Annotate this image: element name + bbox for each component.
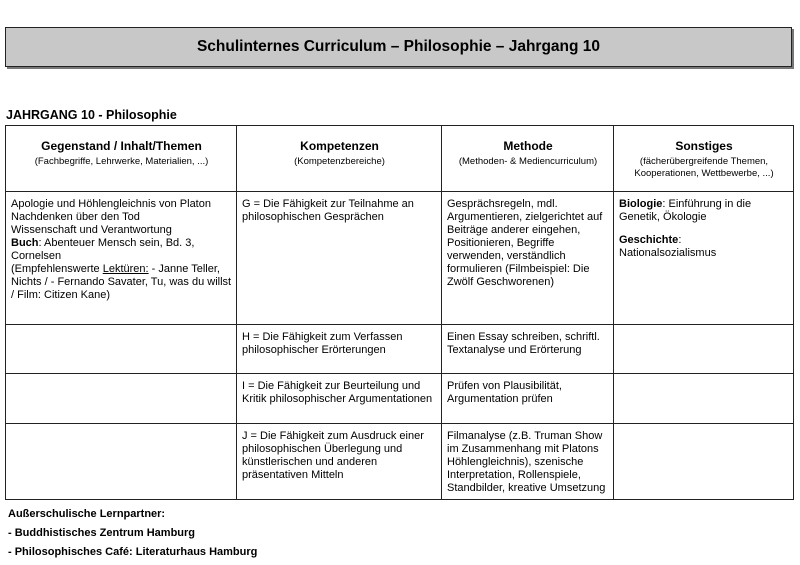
cell-methode: Gesprächsregeln, mdl. Argumentieren, zielgerichtet auf Beiträge anderer eingehen, Positionieren, Begriffe verwenden, verständlich formulieren (Filmbeispiel: Die Zwölf Geschworenen) bbox=[442, 192, 614, 325]
header-title: Gegenstand / Inhalt/Themen bbox=[41, 139, 202, 153]
reading-line bbox=[11, 263, 232, 302]
cell-sonstiges-empty bbox=[614, 374, 794, 424]
document-title bbox=[5, 27, 792, 67]
header-subtitle: (Methoden- & Mediencurriculum) bbox=[458, 156, 598, 167]
book-label: Buch bbox=[11, 237, 39, 249]
biology-text: : Einführung in die Genetik, Ökologie bbox=[619, 198, 752, 223]
header-methode bbox=[442, 126, 614, 192]
book-text: : Abenteuer Mensch sein, Bd. 3, Cornelsen bbox=[11, 237, 195, 262]
cell-gegenstand-empty bbox=[6, 374, 237, 424]
header-gegenstand bbox=[6, 126, 237, 192]
header-title: Methode bbox=[503, 139, 553, 153]
cell-methode: Einen Essay schreiben, schriftl. Textanalyse und Erörterung bbox=[442, 325, 614, 374]
cell-sonstiges-empty bbox=[614, 325, 794, 374]
topic-line: Wissenschaft und Verantwortung bbox=[11, 224, 172, 236]
cell-kompetenz: G = Die Fähigkeit zur Teilnahme an philosophischen Gesprächen bbox=[237, 192, 442, 325]
reading-prefix: (Empfehlenswerte bbox=[11, 263, 103, 275]
topic-line: Nachdenken über den Tod bbox=[11, 211, 140, 223]
curriculum-table bbox=[5, 125, 794, 500]
biology-label: Biologie bbox=[619, 198, 663, 210]
history-line bbox=[619, 234, 789, 247]
reading-text: - Janne Teller, Nichts / - Fernando Savater, Tu, was du willst / Film: Citizen Kane) bbox=[11, 263, 232, 301]
cell-methode: Filmanalyse (z.B. Truman Show im Zusammenhang mit Platons Höhlengleichnis), szenische Interpretation, Rollenspiele, Standbilder, kreative Umsetzung bbox=[442, 424, 614, 500]
biology-line bbox=[619, 198, 789, 224]
header-title: Sonstiges bbox=[675, 139, 733, 153]
history-text: Nationalsozialismus bbox=[619, 247, 717, 259]
cell-sonstiges-empty bbox=[614, 424, 794, 500]
cell-gegenstand-empty bbox=[6, 424, 237, 500]
history-colon: : bbox=[678, 234, 682, 246]
cell-kompetenz: I = Die Fähigkeit zur Beurteilung und Kritik philosophischer Argumentationen bbox=[237, 374, 442, 424]
cell-kompetenz: J = Die Fähigkeit zum Ausdruck einer philosophischen Überlegung und künstlerischen und anderen präsentativen Mitteln bbox=[237, 424, 442, 500]
cell-gegenstand-empty bbox=[6, 325, 237, 374]
topic-line: Apologie und Höhlengleichnis von Platon bbox=[11, 198, 211, 210]
reading-label: Lektüren: bbox=[102, 263, 149, 275]
document-title-text: Schulinternes Curriculum – Philosophie – Jahrgang 10 bbox=[196, 38, 601, 55]
header-subtitle: (fächerübergreifende Themen, Kooperationen, Wettbewerbe, ...) bbox=[634, 156, 774, 179]
header-title: Kompetenzen bbox=[300, 139, 379, 153]
cell-sonstiges bbox=[614, 192, 794, 325]
section-heading: JAHRGANG 10 - Philosophie bbox=[6, 108, 177, 122]
header-subtitle: (Kompetenzbereiche) bbox=[294, 156, 385, 167]
partner-item: - Philosophisches Café: Literaturhaus Hamburg bbox=[8, 546, 258, 558]
book-line bbox=[11, 237, 232, 263]
table-row bbox=[6, 192, 794, 325]
partner-item: - Buddhistisches Zentrum Hamburg bbox=[8, 527, 196, 539]
header-sonstiges bbox=[614, 126, 794, 192]
history-label: Geschichte bbox=[619, 234, 679, 246]
cell-kompetenz: H = Die Fähigkeit zum Verfassen philosophischer Erörterungen bbox=[237, 325, 442, 374]
table-row bbox=[6, 424, 794, 500]
cell-methode: Prüfen von Plausibilität, Argumentation prüfen bbox=[442, 374, 614, 424]
partners-heading: Außerschulische Lernpartner: bbox=[8, 508, 166, 520]
cell-gegenstand bbox=[6, 192, 237, 325]
table-row bbox=[6, 325, 794, 374]
table-row bbox=[6, 374, 794, 424]
table-header-row bbox=[6, 126, 794, 192]
header-kompetenzen bbox=[237, 126, 442, 192]
header-subtitle: (Fachbegriffe, Lehrwerke, Materialien, ...) bbox=[34, 156, 209, 167]
